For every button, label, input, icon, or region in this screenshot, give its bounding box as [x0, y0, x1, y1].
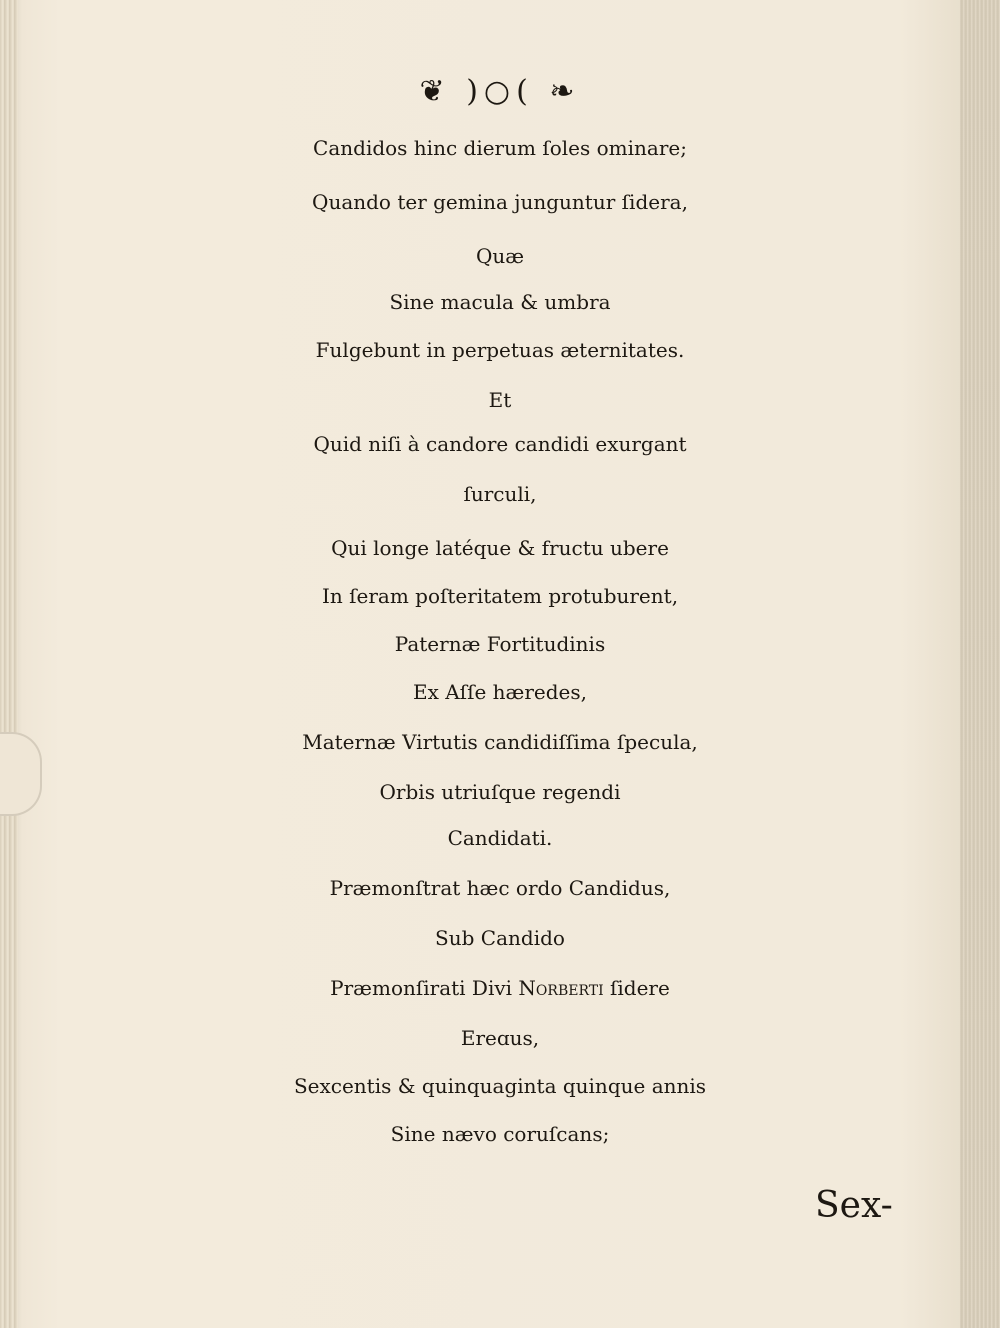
header-ornament: ❦ )○( ❧: [419, 74, 581, 109]
text-line: Quæ: [475, 244, 525, 268]
text-line: Quando ter gemina junguntur ſidera,: [312, 190, 688, 214]
text-line: ſurculi,: [463, 482, 537, 506]
text-line: Præmonſtrat hæc ordo Candidus,: [329, 876, 671, 900]
text-line: Ereɑus,: [460, 1026, 540, 1050]
text-line: Ex Aſſe hæredes,: [412, 680, 587, 704]
text-line: Et: [488, 388, 512, 412]
text-line: Quid niſi à candore candidi exurgant: [313, 432, 687, 456]
text-line: Paternæ Fortitudinis: [394, 632, 606, 656]
text-fragment: ſidere: [603, 976, 670, 1000]
text-line: Candidati.: [447, 826, 553, 850]
text-line: In ſeram poſteritatem protuburent,: [321, 584, 679, 608]
text-line: Maternæ Virtutis candidiſſima ſpecula,: [302, 730, 698, 754]
text-line: Fulgebunt in perpetuas æternitates.: [315, 338, 685, 362]
name-norberti: Norberti: [518, 976, 604, 1000]
text-fragment: Præmonſirati Divi: [330, 976, 519, 1000]
text-line-norbert: [0, 968, 1000, 1008]
text-line: Sine macula & umbra: [389, 290, 611, 314]
text-line: Sine nævo coruſcans;: [390, 1122, 610, 1146]
text-line: Orbis utriuſque regendi: [379, 780, 621, 804]
text-line: Sexcentis & quinquaginta quinque annis: [293, 1074, 707, 1098]
catchword: Sex-: [815, 1185, 893, 1226]
text-line: Sub Candido: [435, 926, 565, 950]
text-line: Candidos hinc dierum ſoles ominare;: [313, 136, 687, 160]
text-line: Qui longe latéque & fructu ubere: [331, 536, 669, 560]
